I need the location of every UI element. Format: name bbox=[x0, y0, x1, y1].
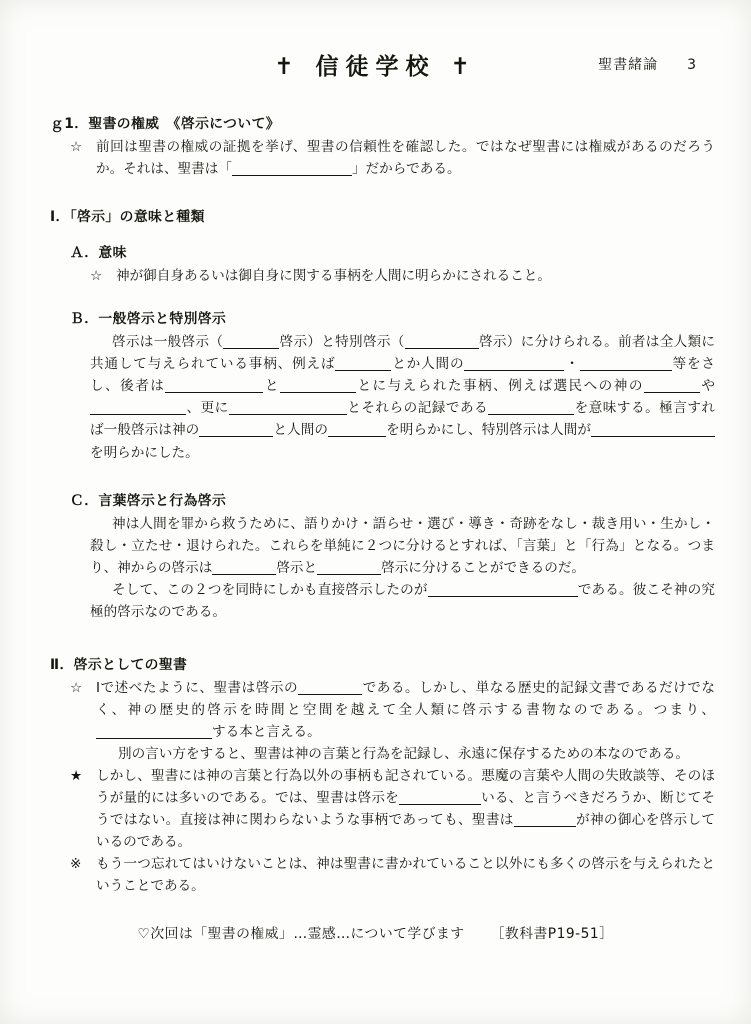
fill-blank bbox=[405, 334, 479, 349]
fill-blank bbox=[280, 378, 356, 393]
fill-blank bbox=[328, 422, 386, 437]
section-i-a-text: 神が御自身あるいは御自身に関する事柄を人間に明らかにされること。 bbox=[116, 268, 551, 285]
txt: 啓示に分けることができるのだ。 bbox=[381, 559, 586, 576]
page-sheet bbox=[36, 22, 715, 1002]
page-header bbox=[36, 48, 715, 100]
fill-blank bbox=[229, 400, 347, 415]
fill-blank bbox=[488, 400, 574, 415]
txt: 等をさし、後者は bbox=[90, 356, 716, 395]
txt: とそれらの記録である bbox=[346, 400, 489, 417]
txt: を意味する。極言すれば一般啓示は神の bbox=[90, 400, 716, 439]
txt: が神の御心を啓示しているのである。 bbox=[96, 812, 715, 851]
section-1-paragraph bbox=[70, 136, 715, 180]
txt: する本と言える。 bbox=[212, 724, 321, 741]
txt: とに与えられた事柄、例えば選民への神の bbox=[355, 378, 644, 395]
star-marker-icon: ★ bbox=[70, 768, 83, 785]
section-ii-item-1-follow: 別の言い方をすると、聖書は神の言葉と行為を記録し、永遠に保存するための本なのである。 bbox=[118, 746, 689, 763]
fill-blank bbox=[580, 356, 672, 371]
section-1-heading: ｇ1．聖書の権威 《啓示について》 bbox=[50, 116, 280, 132]
section-ii-heading: Ⅱ．啓示としての聖書 bbox=[50, 656, 188, 673]
txt: 啓示）に分けられる。前者は全人類に共通して与えられている事柄、例えば bbox=[90, 334, 716, 373]
section-1 bbox=[36, 113, 715, 180]
fill-blank bbox=[399, 790, 481, 805]
fill-blank bbox=[165, 378, 263, 393]
txt: 、更に bbox=[186, 400, 229, 417]
fill-blank bbox=[96, 724, 212, 739]
fill-blank bbox=[223, 334, 279, 349]
next-session-note: ♡次回は「聖書の権威」…霊感…について学びます bbox=[137, 926, 465, 943]
txt: 啓示は一般啓示（ bbox=[112, 334, 224, 351]
txt: ・ bbox=[564, 356, 580, 373]
txt: いる、と言うべきだろうか、断じてそうではない。直接は神に関わらないような事柄であっても、聖書は bbox=[96, 790, 715, 829]
fill-blank bbox=[298, 680, 362, 695]
section-i bbox=[36, 206, 715, 623]
fill-blank bbox=[514, 812, 576, 827]
section-1-text-a: 前回は聖書の権威の証拠を挙げ、聖書の信頼性を確認した。ではなぜ聖書には権威があるのだろうか。それは、聖書は「 bbox=[96, 139, 715, 178]
section-i-c-paragraph-2 bbox=[90, 579, 715, 623]
txt: そして、この２つを同時にしかも直接啓示したのが bbox=[112, 581, 428, 598]
fill-blank bbox=[644, 378, 700, 393]
page-footer bbox=[36, 923, 715, 945]
title-text: 信徒学校 bbox=[315, 54, 436, 80]
fill-blank bbox=[90, 400, 186, 415]
txt: 神は人間を罪から救うために、語りかけ・語らせ・選び・導き・奇跡をなし・裁き用い・生かし・殺し・立たせ・退けられた。これらを単純に２つに分けるとすれば、「言葉」と「行為」となる。つまり、神からの啓示は bbox=[90, 515, 715, 576]
section-i-c-paragraph-1 bbox=[90, 513, 715, 579]
section-i-heading: Ⅰ．「啓示」の意味と種類 bbox=[50, 209, 205, 226]
txt: である。しかし、単なる歴史的記録文書であるだけでなく、神の歴史的啓示を時間と空間を越えて全人類に啓示する書物なのである。つまり、 bbox=[96, 680, 716, 719]
section-i-b-heading: Ｂ．一般啓示と特別啓示 bbox=[70, 311, 227, 328]
txt: や bbox=[699, 378, 715, 395]
txt: を明らかにした。 bbox=[90, 444, 199, 461]
page-number: 3 bbox=[687, 57, 697, 73]
fill-blank bbox=[232, 161, 352, 176]
section-ii-item-3 bbox=[70, 853, 715, 897]
star-marker-icon: ☆ bbox=[70, 680, 83, 697]
fill-blank bbox=[591, 422, 715, 437]
section-i-c-heading: Ｃ．言葉啓示と行為啓示 bbox=[70, 492, 227, 509]
fill-blank bbox=[317, 559, 381, 574]
header-right bbox=[598, 54, 697, 74]
txt: 啓示と bbox=[276, 559, 318, 576]
txt: もう一つ忘れてはいけないことは、神は聖書に書かれていること以外にも多くの啓示を与えられたということである。 bbox=[96, 856, 715, 895]
cross-left-icon: ✝ bbox=[274, 54, 301, 80]
txt: Ⅰで述べたように、聖書は啓示の bbox=[96, 680, 299, 697]
document-title bbox=[274, 48, 477, 81]
section-1-text-b: 」だからである。 bbox=[351, 161, 461, 178]
textbook-reference: ［教科書P19-51］ bbox=[490, 926, 614, 943]
note-marker-icon: ※ bbox=[70, 856, 82, 873]
txt: を明らかにし、特別啓示は人間が bbox=[386, 422, 592, 439]
section-i-b-paragraph bbox=[90, 331, 715, 463]
txt: である。彼こそ神の究極的啓示なのである。 bbox=[90, 581, 715, 620]
section-ii bbox=[36, 654, 715, 898]
section-ii-item-1 bbox=[70, 677, 715, 743]
section-i-a-heading: Ａ．意味 bbox=[70, 244, 127, 261]
fill-blank bbox=[212, 559, 276, 574]
txt: と bbox=[263, 378, 280, 395]
star-marker-icon: ☆ bbox=[90, 268, 103, 285]
fill-blank bbox=[199, 422, 273, 437]
document-body bbox=[36, 113, 715, 946]
fill-blank bbox=[335, 356, 391, 371]
txt: しかし、聖書には神の言葉と行為以外の事柄も記されている。悪魔の言葉や人間の失敗談等、そのほうが量的には多いのである。では、聖書は啓示を bbox=[96, 768, 715, 807]
section-ii-item-2 bbox=[70, 765, 715, 853]
txt: と人間の bbox=[273, 422, 329, 439]
txt: 啓示）と特別啓示（ bbox=[279, 334, 405, 351]
section-i-a-paragraph bbox=[90, 265, 715, 287]
subject-label: 聖書緒論 bbox=[598, 57, 659, 73]
txt: とか人間の bbox=[391, 356, 465, 373]
cross-right-icon: ✝ bbox=[450, 54, 477, 80]
star-marker-icon: ☆ bbox=[70, 139, 83, 156]
fill-blank bbox=[428, 581, 578, 596]
fill-blank bbox=[464, 356, 564, 371]
